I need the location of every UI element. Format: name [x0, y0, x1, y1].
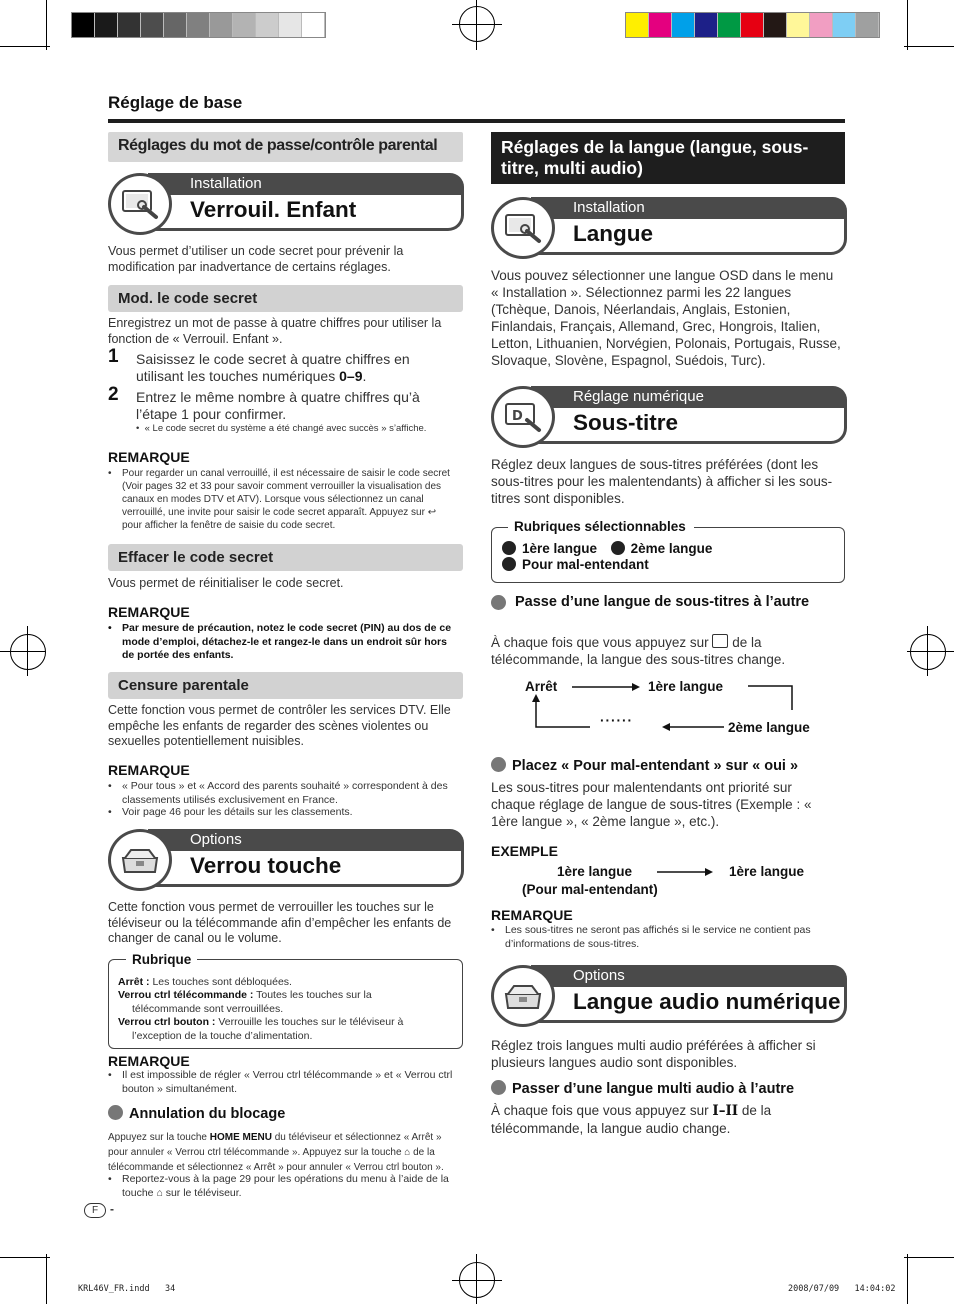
rubrique-option: 2ème langue: [630, 541, 713, 556]
bullet-dot-icon: [611, 541, 625, 555]
bullet-dot-icon: [502, 541, 516, 555]
remark-label: REMARQUE: [108, 762, 190, 778]
subheading-censure: Censure parentale: [108, 672, 463, 699]
crop-mark: [907, 1254, 908, 1304]
rubrique-desc: Les touches sont débloquées.: [152, 976, 292, 988]
rubrique-term: Verrou ctrl bouton :: [118, 1016, 216, 1028]
cycle-lang2: 2ème langue: [728, 720, 810, 735]
registration-mark: [476, 0, 477, 50]
exemple-from: 1ère langue: [557, 864, 633, 879]
color-swatch: [256, 13, 279, 37]
rubriques-label: Rubriques sélectionnables: [508, 519, 694, 534]
passer-title: Passer d’une langue multi audio à l’autre: [512, 1081, 795, 1097]
feature-verrou-touche: [108, 829, 464, 891]
digital-tv-icon: [491, 386, 555, 448]
soustitre-text: Réglez deux langues de sous-titres préférées (dont les sous-titres pour les malentendants) à afficher si les sous-titres sont disponibles.: [491, 457, 833, 506]
color-swatch: [833, 13, 856, 37]
feature-tab: Installation: [148, 173, 464, 195]
right-remark-text: • Les sous-titres ne seront pas affichés si le service ne contient pas d’informations de sous-titres.: [491, 924, 811, 950]
crop-mark: [0, 46, 50, 47]
passe-text1: À chaque fois que vous appuyez sur: [491, 635, 709, 650]
remark1-main: Pour regarder un canal verrouillé, il est nécessaire de saisir le code secret (Voir pages 32 et 33 pour savoir comment verrouiller la visualisation des canaux en modes DTV et ATV). Lorsque vous sélectionnez un canal verrouillé, une invite pour saisir le code secret apparaît. Appuyez sur: [122, 468, 450, 518]
remark-label: REMARQUE: [491, 907, 573, 923]
rubrique-desc: Toutes les touches sur la télécommande sont verrouillées.: [132, 989, 372, 1015]
subheading-mod-code: Mod. le code secret: [108, 285, 463, 312]
page-marker: [84, 1203, 106, 1218]
feature-tab: Réglage numérique: [531, 386, 847, 408]
exemple-arrow: [655, 864, 715, 880]
audio-key: I–II: [712, 1103, 739, 1119]
rubrique-item: [118, 989, 418, 1016]
verrou-text: Cette fonction vous permet de verrouiller les touches sur le téléviseur ou la télécommande afin d’empêcher les enfants de changer de canal ou le volume.: [108, 900, 452, 945]
feature-title: Verrouil. Enfant: [190, 197, 357, 222]
color-test-bar: [625, 12, 880, 38]
color-swatch: [649, 13, 672, 37]
rubrique-label: Rubrique: [126, 952, 197, 967]
bullet-dot-icon: [108, 1105, 123, 1120]
remark-label: REMARQUE: [108, 1053, 190, 1069]
remark4-text: • Il est impossible de régler « Verrou ctrl télécommande » et « Verrou ctrl bouton » simultanément.: [108, 1069, 453, 1095]
toolbox-icon: [108, 829, 172, 891]
registration-mark: [476, 1254, 477, 1304]
cycle-arrows: [520, 676, 820, 736]
annulation-text: [108, 1130, 448, 1175]
remark-label: REMARQUE: [108, 604, 190, 620]
page-dash: -: [110, 1202, 114, 1216]
remark2-text: • Par mesure de précaution, notez le code secret (PIN) au dos de ce mode d’emploi, détachez-le et rangez-le dans un endroit sûr hors de portée des enfants.: [108, 622, 452, 661]
feature-langue: [491, 197, 847, 259]
remark4-main: Il est impossible de régler « Verrou ctrl télécommande » et « Verrou ctrl bouton » simultanément.: [122, 1069, 453, 1095]
color-swatch: [233, 13, 256, 37]
cycle-arret: Arrêt: [525, 679, 558, 694]
header-rule: [108, 119, 845, 123]
cycle-lang1: 1ère langue: [648, 679, 724, 694]
color-swatch: [164, 13, 187, 37]
left-section-bar: Réglages du mot de passe/contrôle parental: [108, 132, 463, 162]
rubrique-term: Arrêt :: [118, 976, 150, 988]
remark3-item-text: Voir page 46 pour les détails sur les classements.: [122, 806, 353, 818]
color-swatch: [856, 13, 879, 37]
feature-sous-titre: [491, 386, 847, 448]
registration-mark: [907, 651, 954, 652]
color-swatch: [279, 13, 302, 37]
rubrique-option: Pour mal-entendant: [522, 557, 649, 572]
color-swatch: [187, 13, 210, 37]
passer-heading: [491, 1080, 794, 1098]
annulation-heading: [108, 1105, 285, 1123]
rubrique-desc: Verrouille les touches sur le téléviseur à l’exception de la touche d’alimentation.: [132, 1016, 404, 1042]
placez-text: Les sous-titres pour malentendants ont priorité sur chaque réglage de langue de sous-titres (Exemple : « 1ère langue », « 2ème langue », etc.).: [491, 780, 812, 829]
remark1-text: • Pour regarder un canal verrouillé, il est nécessaire de saisir le code secret (Voir pages 32 et 33 pour savoir comment verrouiller la visualisation des canaux en modes DTV et ATV). Lorsque vous sélectionnez un canal verrouillé, une invite pour saisir le code secret apparaît. Appuyez sur ↩ pour afficher la fenêtre de saisie du code secret.: [108, 468, 450, 531]
step2-text: Entrez le même nombre à quatre chiffres qu’à l’étape 1 pour confirmer.: [136, 389, 420, 422]
registration-mark: [452, 24, 502, 25]
home-key-icon: ⌂: [156, 1186, 163, 1199]
rubrique-item: [118, 1016, 438, 1043]
right-remark-main: Les sous-titres ne seront pas affichés si le service ne contient pas d’informations de sous-titres.: [505, 924, 811, 950]
feature-title: Verrou touche: [190, 853, 342, 878]
color-swatch: [95, 13, 118, 37]
remark3-item: • « Pour tous » et « Accord des parents souhaité » correspondent à des classements utilisés exclusivement en France.: [108, 780, 448, 806]
placez-heading: [491, 757, 798, 775]
passe-title: Passe d’une langue de sous-titres à l’autre: [515, 594, 810, 610]
subtitle-key-icon: [712, 634, 728, 648]
exemple-to: 1ère langue: [729, 864, 805, 879]
subheading-clear-code: Effacer le code secret: [108, 544, 463, 571]
annulation-p2: du téléviseur et sélectionnez « Arrêt » pour annuler « Verrou ctrl télécommande ». Appuyez sur la touche: [108, 1132, 442, 1158]
remark3-item: • Voir page 46 pour les détails sur les classements.: [108, 806, 353, 818]
step-number: 1: [108, 346, 119, 367]
crop-mark: [46, 1254, 47, 1304]
color-swatch: [626, 13, 649, 37]
intro-text: Vous permet d’utiliser un code secret pour prévenir la modification par inadvertance de certains réglages.: [108, 244, 404, 274]
passe-text: [491, 634, 831, 668]
passe-heading: [491, 593, 821, 611]
color-swatch: [72, 13, 95, 37]
passe-text2: de la télécommande, la langue des sous-titres change.: [491, 635, 786, 667]
step1-text: [136, 351, 456, 385]
color-swatch: [695, 13, 718, 37]
step2-note-text: « Le code secret du système a été changé avec succès » s’affiche.: [144, 423, 427, 434]
bullet-dot-icon: [502, 557, 516, 571]
passer-text1: À chaque fois que vous appuyez sur: [491, 1103, 709, 1118]
feature-tab: Installation: [531, 197, 847, 219]
feature-tab: Options: [148, 829, 464, 851]
crop-mark: [46, 0, 47, 50]
placez-title: Placez « Pour mal-entendant » sur « oui »: [512, 758, 799, 774]
mod-code-text: Enregistrez un mot de passe à quatre chiffres pour utiliser la fonction de « Verrouil. Enfant ».: [108, 316, 442, 346]
color-swatch: [810, 13, 833, 37]
passer-text: [491, 1102, 831, 1137]
remark3-item-text: « Pour tous » et « Accord des parents souhaité » correspondent à des classements utilisés exclusivement en France.: [122, 780, 448, 806]
bullet-dot-icon: [491, 757, 506, 772]
back-key-icon: ↩: [427, 507, 437, 518]
color-swatch: [302, 13, 325, 37]
step1-main: Saisissez le code secret à quatre chiffres en utilisant les touches numériques: [136, 351, 410, 384]
tv-wrench-icon: [491, 197, 555, 259]
feature-verrouil-enfant: [108, 173, 464, 235]
rubrique-term: Verrou ctrl télécommande :: [118, 989, 254, 1001]
crop-mark: [904, 1257, 954, 1258]
exemple-from-sub: (Pour mal-entendant): [522, 882, 658, 897]
crop-mark: [904, 46, 954, 47]
right-section-bar: Réglages de la langue (langue, sous-titre, multi audio): [491, 132, 845, 184]
color-swatch: [718, 13, 741, 37]
section-title: Réglage de base: [108, 93, 243, 112]
annulation-key: HOME MENU: [209, 1132, 272, 1143]
registration-mark: [910, 634, 946, 670]
footer-stamp: 2008/07/09 14:04:02: [788, 1284, 896, 1294]
rubrique-item: [118, 976, 453, 990]
registration-mark: [0, 651, 45, 652]
step-number: 2: [108, 384, 119, 405]
feature-tab: Options: [531, 965, 847, 987]
color-swatch: [118, 13, 141, 37]
tv-wrench-icon: [108, 173, 172, 235]
color-swatch: [787, 13, 810, 37]
color-swatch: [741, 13, 764, 37]
passer-text2: de la télécommande, la langue audio change.: [491, 1103, 772, 1136]
registration-mark: [452, 1280, 502, 1281]
step2-note: • « Le code secret du système a été changé avec succès » s’affiche.: [136, 423, 427, 434]
annulation-p3: de la télécommande et sélectionnez « Arrêt » pour annuler « Verrou ctrl bouton ».: [108, 1147, 444, 1173]
bullet-dot-icon: [491, 1080, 506, 1095]
rubriques-row: [502, 557, 649, 572]
feature-title: Sous-titre: [573, 410, 679, 435]
color-swatch: [672, 13, 695, 37]
rubrique-option: 1ère langue: [522, 541, 598, 556]
audio-text: Réglez trois langues multi audio préférées à afficher si plusieurs langues audio sont disponibles.: [491, 1038, 816, 1070]
page-marker-letter: F: [91, 1205, 99, 1216]
censure-text: Cette fonction vous permet de contrôler les services DTV. Elle empêche les enfants de regarder des scènes violentes ou sexuelles potentiellement nuisibles.: [108, 703, 451, 748]
gray-ramp-bar: [71, 12, 326, 38]
color-swatch: [141, 13, 164, 37]
clear-code-text: Vous permet de réinitialiser le code secret.: [108, 576, 344, 590]
langue-text: Vous pouvez sélectionner une langue OSD dans le menu « Installation ». Sélectionnez parmi les 22 langues (Tchèque, Danois, Néerlandais, Anglais, Estonien, Finlandais, Français, Allemand, Grec, Hongrois, Italien, Letton, Lithuanien, Norvégien, Polonais, Portugais, Russe, Slovaque, Slovène, Espagnol, Suédois, Turc).: [491, 268, 841, 368]
remark2-main: Par mesure de précaution, notez le code secret (PIN) au dos de ce mode d’emploi, détachez-le et rangez-le dans un endroit sûr hors de portée des enfants.: [122, 622, 452, 661]
color-swatch: [764, 13, 787, 37]
registration-mark: [10, 634, 46, 670]
footer-file: KRL46V_FR.indd 34: [78, 1284, 176, 1294]
cycle-dots: ······: [600, 713, 633, 728]
annulation-p1: Appuyez sur la touche: [108, 1132, 207, 1143]
exemple-label: EXEMPLE: [491, 843, 558, 859]
toolbox-icon: [491, 965, 555, 1027]
feature-title: Langue: [573, 221, 654, 246]
crop-mark: [0, 1257, 50, 1258]
home-key-icon: ⌂: [404, 1147, 411, 1158]
feature-title: Langue audio numérique: [573, 989, 841, 1014]
feature-langue-audio: [491, 965, 847, 1027]
svg-text:D: D: [512, 409, 523, 424]
remark1-end: pour afficher la fenêtre de saisie du code secret.: [122, 520, 336, 531]
remark-label: REMARQUE: [108, 449, 190, 465]
color-swatch: [210, 13, 233, 37]
bullet-dot-icon: [491, 595, 506, 610]
annulation-note-end: sur le téléviseur.: [165, 1186, 242, 1199]
annulation-note-text: Reportez-vous à la page 29 pour les opérations du menu à l’aide de la touche: [122, 1173, 449, 1199]
annulation-title: Annulation du blocage: [129, 1106, 286, 1122]
rubriques-row: [502, 541, 712, 556]
crop-mark: [907, 0, 908, 50]
step1-keys: 0–9: [339, 368, 363, 384]
annulation-note: • Reportez-vous à la page 29 pour les opérations du menu à l’aide de la touche ⌂ sur le téléviseur.: [108, 1173, 449, 1199]
step1-end: .: [362, 368, 367, 384]
